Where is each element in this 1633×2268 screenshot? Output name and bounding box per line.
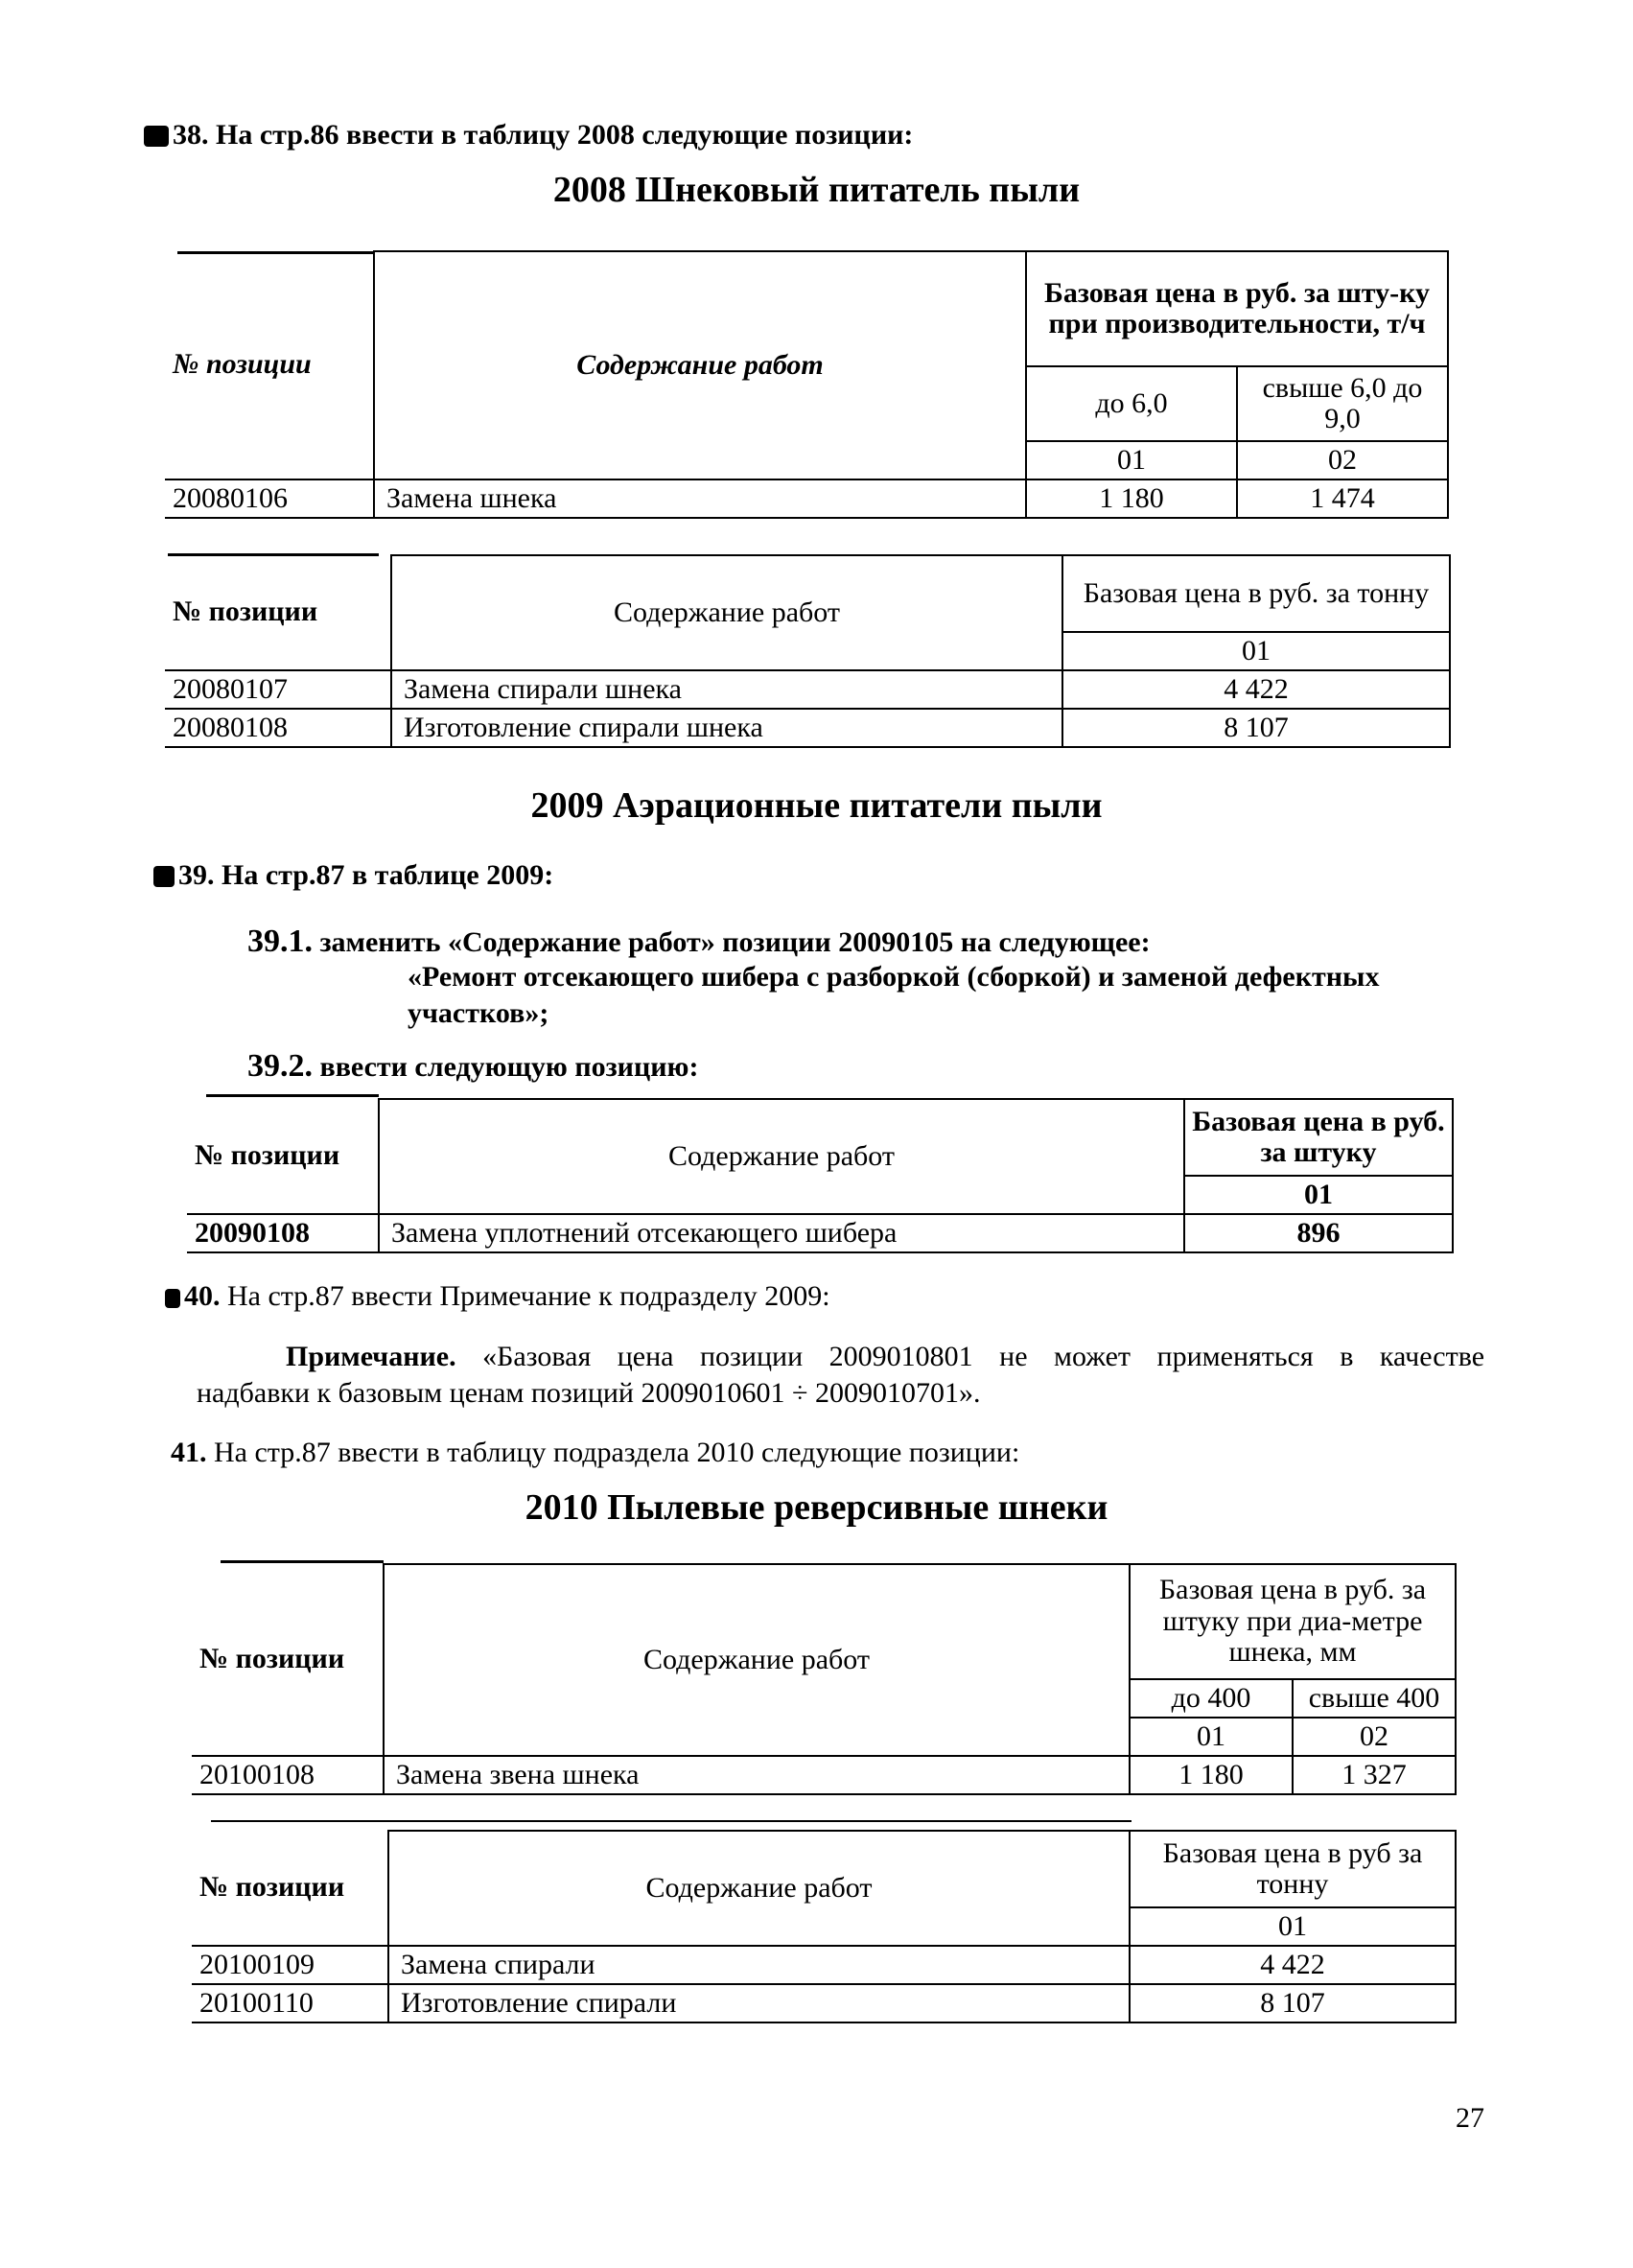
code-02: 02 [1293, 1718, 1456, 1756]
position-cell: 20080108 [165, 709, 391, 747]
table-row [187, 1214, 1453, 1252]
code-01: 01 [1062, 632, 1450, 670]
price-cell: 1 180 [1026, 479, 1237, 518]
position-cell: 20090108 [187, 1214, 379, 1252]
item-38-line [144, 119, 913, 152]
col-header-position: № позиции [187, 1099, 379, 1214]
table-row [165, 479, 1448, 518]
price-cell: 896 [1184, 1214, 1453, 1252]
table-2010-1 [192, 1563, 1457, 1795]
col-header-price: Базовая цена в руб. за тонну [1062, 555, 1450, 632]
position-cell: 20100108 [192, 1756, 384, 1794]
col-header-position: № позиции [192, 1564, 384, 1756]
item-41-marker: 41. [171, 1437, 207, 1468]
section-2008-title: 2008 Шнековый питатель пыли [552, 170, 1081, 210]
item-38-text: На стр.86 ввести в таблицу 2008 следующие позиции: [216, 119, 914, 151]
code-02: 02 [1237, 441, 1448, 479]
sub-header-2: свыше 6,0 до 9,0 [1237, 366, 1448, 441]
content-cell: Замена уплотнений отсекающего шибера [379, 1214, 1184, 1252]
price-cell: 1 327 [1293, 1756, 1456, 1794]
position-cell: 20080106 [165, 479, 374, 518]
content-cell: Замена звена шнека [384, 1756, 1130, 1794]
col-header-position: № позиции [192, 1831, 388, 1946]
item-39-1-text: заменить «Содержание работ» позиции 20090105 на следующее: [319, 926, 1151, 958]
price-cell: 4 422 [1130, 1946, 1456, 1984]
code-01: 01 [1184, 1176, 1453, 1214]
col-header-content: Содержание работ [374, 251, 1026, 479]
sub-header-1: до 400 [1130, 1679, 1293, 1718]
section-2010-title: 2010 Пылевые реверсивные шнеки [525, 1487, 1108, 1528]
col-header-position: № позиции [165, 251, 374, 479]
col-header-content: Содержание работ [384, 1564, 1130, 1756]
col-header-price: Базовая цена в руб. за штуку при диа-метре шнека, мм [1130, 1564, 1456, 1679]
content-cell: Замена спирали шнека [391, 670, 1062, 709]
col-header-position: № позиции [165, 555, 391, 670]
price-cell: 4 422 [1062, 670, 1450, 709]
price-cell: 1 474 [1237, 479, 1448, 518]
note-text-1: «Базовая цена позиции 2009010801 не может применяться в качестве [482, 1341, 1485, 1372]
content-cell: Изготовление спирали [388, 1984, 1130, 2022]
page-number: 27 [1456, 2102, 1484, 2134]
section-2009-title: 2009 Аэрационные питатели пыли [530, 785, 1103, 826]
ink-blot [165, 1289, 180, 1308]
code-01: 01 [1130, 1907, 1456, 1946]
sub-header-2: свыше 400 [1293, 1679, 1456, 1718]
price-cell: 8 107 [1130, 1984, 1456, 2022]
item-39-line [153, 859, 553, 893]
item-41-line [171, 1437, 1019, 1470]
col-header-price: Базовая цена в руб. за штуку [1184, 1099, 1453, 1176]
table-row [165, 670, 1450, 709]
content-cell: Изготовление спирали шнека [391, 709, 1062, 747]
ink-blot [153, 866, 175, 887]
position-cell: 20100109 [192, 1946, 388, 1984]
price-cell: 1 180 [1130, 1756, 1293, 1794]
item-41-text: На стр.87 ввести в таблицу подраздела 2010 следующие позиции: [214, 1437, 1020, 1468]
table-row [192, 1946, 1456, 1984]
table-2010-2 [192, 1830, 1457, 2023]
price-cell: 8 107 [1062, 709, 1450, 747]
sub-header-1: до 6,0 [1026, 366, 1237, 441]
table-rule [211, 1820, 1131, 1822]
table-rule [206, 1094, 379, 1097]
table-row [192, 1984, 1456, 2022]
item-39-1-quote-2: участков»; [408, 997, 549, 1029]
item-39-1-quote-1: «Ремонт отсекающего шибера с разборкой (сборкой) и заменой дефектных [408, 961, 1380, 993]
item-38-marker: 38. [173, 119, 209, 151]
position-cell: 20080107 [165, 670, 391, 709]
table-2008-1 [165, 250, 1449, 519]
note-line-2: надбавки к базовым ценам позиций 2009010601 ÷ 2009010701». [197, 1377, 981, 1409]
col-header-content: Содержание работ [388, 1831, 1130, 1946]
col-header-content: Содержание работ [379, 1099, 1184, 1214]
ink-blot [144, 126, 169, 147]
item-39-2-line [247, 1047, 698, 1085]
position-cell: 20100110 [192, 1984, 388, 2022]
item-39-2-number: 39.2. [247, 1048, 313, 1084]
item-40-text: На стр.87 ввести Примечание к подразделу 2009: [227, 1280, 830, 1312]
code-01: 01 [1026, 441, 1237, 479]
table-2008-2 [165, 554, 1451, 748]
item-39-2-text: ввести следующую позицию: [319, 1051, 699, 1083]
item-39-1-number: 39.1. [247, 924, 313, 959]
note-label: Примечание. [286, 1341, 456, 1372]
col-header-price: Базовая цена в руб. за шту-ку при производительности, т/ч [1026, 251, 1448, 366]
note-line-1 [286, 1341, 1484, 1374]
content-cell: Замена спирали [388, 1946, 1130, 1984]
content-cell: Замена шнека [374, 479, 1026, 518]
code-01: 01 [1130, 1718, 1293, 1756]
item-40-marker: 40. [184, 1280, 221, 1312]
table-row [192, 1756, 1456, 1794]
col-header-price: Базовая цена в руб за тонну [1130, 1831, 1456, 1907]
table-row [165, 709, 1450, 747]
table-2009 [187, 1098, 1454, 1253]
item-39-marker: 39. [178, 859, 215, 891]
col-header-content: Содержание работ [391, 555, 1062, 670]
item-39-text: На стр.87 в таблице 2009: [222, 859, 554, 891]
item-39-1-line [247, 923, 1151, 960]
item-40-line [165, 1280, 830, 1314]
